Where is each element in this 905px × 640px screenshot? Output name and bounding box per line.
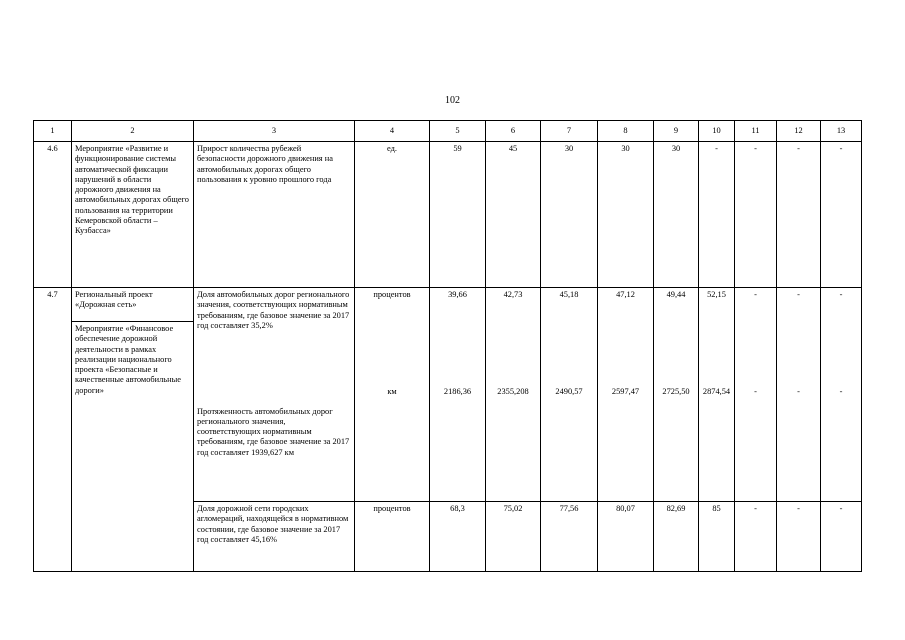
value-cell: 2355,208	[486, 385, 541, 502]
value-cell: 2725,50	[654, 385, 699, 502]
value-cell: -	[821, 288, 862, 385]
value-cell: 49,44	[654, 288, 699, 385]
value-cell: 45	[486, 142, 541, 288]
value-cell: -	[735, 288, 777, 385]
row-number: 4.7	[34, 288, 72, 572]
table-row	[34, 288, 862, 322]
header-cell: 4	[355, 121, 430, 142]
value-cell: 85	[699, 502, 735, 572]
indicator-name: Прирост количества рубежей безопасности дорожного движения на автомобильных дорогах общего пользования к уровню прошлого года	[194, 142, 355, 288]
unit: км	[355, 385, 430, 502]
indicator-name: Доля дорожной сети городских агломераций, находящейся в нормативном состоянии, где базовое значение за 2017 год составляет 45,16%	[194, 502, 355, 572]
header-cell: 10	[699, 121, 735, 142]
unit: процентов	[355, 288, 430, 385]
value-cell: 39,66	[430, 288, 486, 385]
value-cell: -	[735, 142, 777, 288]
value-cell: 2186,36	[430, 385, 486, 502]
header-cell: 11	[735, 121, 777, 142]
value-cell: 68,3	[430, 502, 486, 572]
header-cell: 6	[486, 121, 541, 142]
value-cell: -	[777, 385, 821, 502]
value-cell: -	[777, 502, 821, 572]
header-cell: 9	[654, 121, 699, 142]
table-header-row	[34, 121, 862, 142]
header-cell: 2	[72, 121, 194, 142]
value-cell: 75,02	[486, 502, 541, 572]
row-number: 4.6	[34, 142, 72, 288]
unit: ед.	[355, 142, 430, 288]
indicator-name: Протяженность автомобильных дорог регионального значения, соответствующих нормативным требованиям, где базовое значение за 2017 год составляет 1939,627 км	[194, 385, 355, 502]
value-cell: 77,56	[541, 502, 598, 572]
header-cell: 13	[821, 121, 862, 142]
value-cell: -	[777, 142, 821, 288]
value-cell: 30	[541, 142, 598, 288]
value-cell: 30	[598, 142, 654, 288]
value-cell: 52,15	[699, 288, 735, 385]
value-cell: 82,69	[654, 502, 699, 572]
value-cell: -	[777, 288, 821, 385]
page-number: 102	[445, 95, 460, 106]
project-name: Региональный проект «Дорожная сеть»	[72, 288, 194, 322]
value-cell: 59	[430, 142, 486, 288]
header-cell: 3	[194, 121, 355, 142]
value-cell: 47,12	[598, 288, 654, 385]
value-cell: 45,18	[541, 288, 598, 385]
header-cell: 12	[777, 121, 821, 142]
value-cell: 80,07	[598, 502, 654, 572]
indicator-name: Доля автомобильных дорог регионального значения, соответствующих нормативным требованиям, где базовое значение за 2017 год составляет 35,2%	[194, 288, 355, 385]
event-name: Мероприятие «Финансовое обеспечение дорожной деятельности в рамках реализации национального проекта «Безопасные и качественные автомобильные дороги»	[72, 322, 194, 572]
value-cell: -	[821, 502, 862, 572]
value-cell: -	[821, 385, 862, 502]
table-row	[34, 142, 862, 288]
value-cell: 2597,47	[598, 385, 654, 502]
value-cell: 2874,54	[699, 385, 735, 502]
header-cell: 5	[430, 121, 486, 142]
value-cell: -	[821, 142, 862, 288]
value-cell: 42,73	[486, 288, 541, 385]
value-cell: 30	[654, 142, 699, 288]
header-cell: 8	[598, 121, 654, 142]
value-cell: -	[735, 502, 777, 572]
value-cell: 2490,57	[541, 385, 598, 502]
value-cell: -	[735, 385, 777, 502]
event-name: Мероприятие «Развитие и функционирование системы автоматической фиксации нарушений в области дорожного движения на автомобильных дорогах общего пользования на территории Кемеровской области – Кузбасса»	[72, 142, 194, 288]
indicators-table	[33, 120, 862, 572]
header-cell: 1	[34, 121, 72, 142]
header-cell: 7	[541, 121, 598, 142]
value-cell: -	[699, 142, 735, 288]
unit: процентов	[355, 502, 430, 572]
